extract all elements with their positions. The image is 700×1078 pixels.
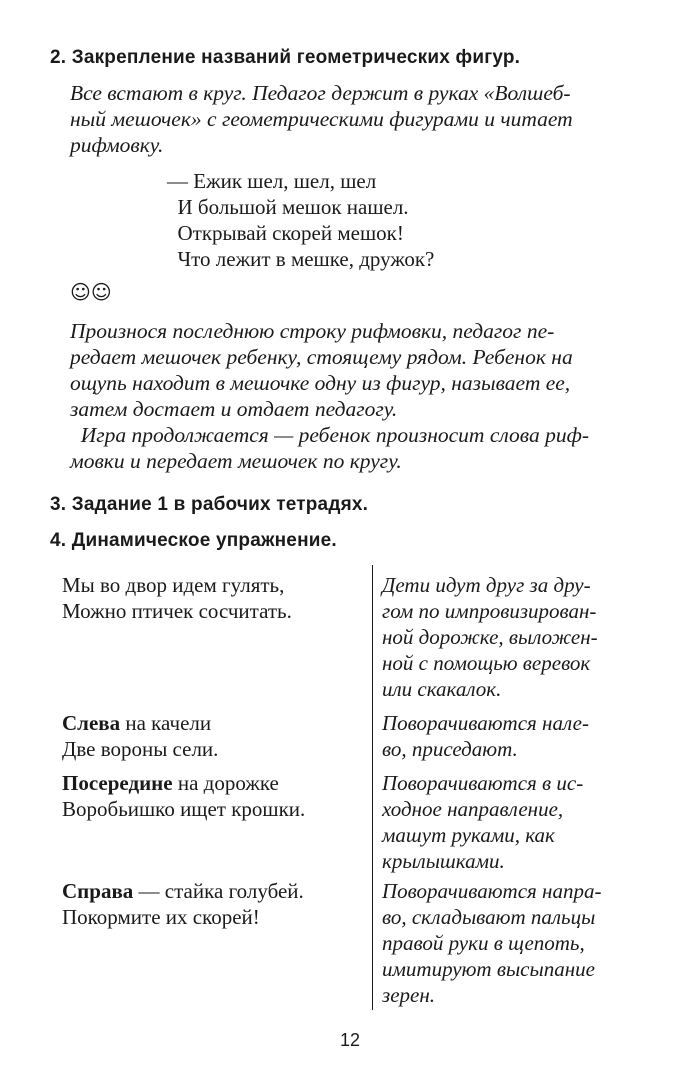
instruction-line: гом по импровизирован-	[382, 599, 597, 623]
intro-line: рифмовку.	[70, 133, 164, 157]
exercise-line: Справа — стайка голубей.	[62, 879, 304, 903]
instruction-line: правой руки в щепоть,	[382, 931, 585, 955]
exercise-line: Мы во двор идем гулять,	[62, 573, 285, 597]
poem-line: Открывай скорей мешок!	[167, 221, 404, 245]
exercise-instruction-cell	[382, 710, 672, 762]
paragraph-line: мовки и передает мешочек по кругу.	[70, 449, 402, 473]
section-2-paragraph-1	[70, 318, 670, 422]
section-2-paragraph-2	[70, 422, 670, 474]
exercise-instruction-cell	[382, 572, 672, 702]
instruction-line: машут руками, как	[382, 823, 555, 847]
exercise-instruction-cell	[382, 770, 672, 874]
section-2-heading: 2. Закрепление названий геометрических фигур.	[50, 47, 521, 68]
intro-line: ный мешочек» с геометрическими фигурами и читает	[70, 107, 573, 131]
exercise-text-cell	[62, 878, 367, 930]
exercise-line: Покормите их скорей!	[62, 905, 260, 929]
poem-line: — Ежик шел, шел, шел	[167, 169, 377, 193]
exercise-line: Посередине на дорожке	[62, 771, 279, 795]
instruction-line: во, приседают.	[382, 737, 518, 761]
instruction-line: Поворачиваются напра-	[382, 879, 602, 903]
instruction-line: Поворачиваются в ис-	[382, 771, 584, 795]
instruction-line: во, складывают пальцы	[382, 905, 596, 929]
section-2-intro	[70, 80, 670, 158]
paragraph-line: Игра продолжается — ребенок произносит слова риф-	[70, 423, 590, 447]
smiley-icon: ☺☺	[70, 280, 112, 304]
exercise-text-cell	[62, 770, 367, 822]
exercise-text-cell	[62, 710, 367, 762]
exercise-line: Слева на качели	[62, 711, 212, 735]
exercise-line: Две вороны сели.	[62, 737, 219, 761]
section-4-heading: 4. Динамическое упражнение.	[50, 530, 337, 551]
instruction-line: Дети идут друг за дру-	[382, 573, 591, 597]
rhyme-poem	[167, 168, 434, 272]
poem-line: И большой мешок нашел.	[167, 195, 409, 219]
page-number: 12	[339, 1030, 361, 1050]
poem-line: Что лежит в мешке, дружок?	[167, 247, 435, 271]
exercise-line: Воробьишко ищет крошки.	[62, 797, 306, 821]
exercise-line: Можно птичек сосчитать.	[62, 599, 292, 623]
instruction-line: ной с помощью веревок	[382, 651, 591, 675]
column-divider	[372, 565, 373, 1010]
instruction-line: ной дорожке, выложен-	[382, 625, 598, 649]
instruction-line: зерен.	[382, 983, 436, 1007]
instruction-line: ходное направление,	[382, 797, 564, 821]
instruction-line: имитируют высыпание	[382, 957, 595, 981]
instruction-line: или скакалок.	[382, 677, 502, 701]
exercise-instruction-cell	[382, 878, 672, 1008]
paragraph-line: Произнося последнюю строку рифмовки, педагог пе-	[70, 319, 555, 343]
paragraph-line: затем достает и отдает педагогу.	[70, 397, 398, 421]
paragraph-line: ощупь находит в мешочке одну из фигур, называет ее,	[70, 371, 571, 395]
paragraph-line: редает мешочек ребенку, стоящему рядом. Ребенок на	[70, 345, 573, 369]
intro-line: Все встают в круг. Педагог держит в руках «Волшеб-	[70, 81, 571, 105]
instruction-line: крылышками.	[382, 849, 505, 873]
section-3-heading: 3. Задание 1 в рабочих тетрадях.	[50, 494, 369, 515]
instruction-line: Поворачиваются нале-	[382, 711, 589, 735]
exercise-text-cell	[62, 572, 367, 624]
